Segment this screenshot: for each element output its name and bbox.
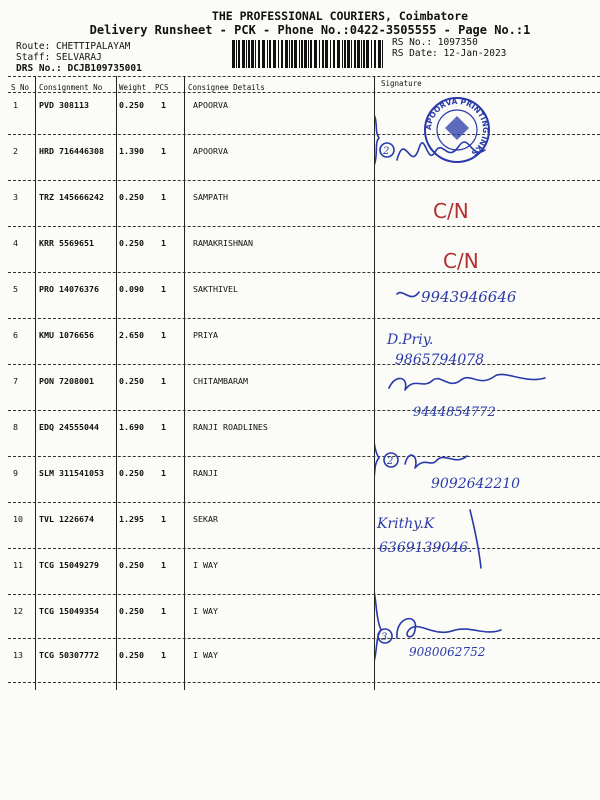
barcode-bar [330,40,331,68]
cell-consignee: I WAY [193,560,218,570]
signer-name-row10: Krithy.K [377,516,435,532]
barcode-bar [301,40,303,68]
barcode-bar [344,40,346,68]
cell-consignment: PVD 308113 [39,100,89,110]
cell-pcs: 1 [161,192,166,202]
cell-consignee: CHITAMBARAM [193,376,248,386]
cell-sno: 6 [13,330,18,340]
cell-consignee: SEKAR [193,514,218,524]
barcode-bar [255,40,256,68]
cell-weight: 1.295 [119,514,144,524]
cell-consignee: SAKTHIVEL [193,284,238,294]
cell-consignee: PRIYA [193,330,218,340]
cell-pcs: 1 [161,238,166,248]
staff-label: Staff: SELVARAJ [16,52,102,63]
barcode-bar [361,40,362,68]
phone-row9: 9092642210 [431,476,521,492]
cell-consignment: TCG 15049354 [39,606,99,616]
barcode-bar [374,40,376,68]
cell-weight: 0.250 [119,606,144,616]
barcode-bar [354,40,356,68]
barcode-bar [363,40,365,68]
cell-consignment: TVL 1226674 [39,514,94,524]
cell-weight: 0.250 [119,100,144,110]
circled-count-digit: 2 [387,456,394,467]
barcode-bar [242,40,245,68]
cell-sno: 9 [13,468,18,478]
cell-pcs: 1 [161,514,166,524]
cell-consignment: TRZ 145666242 [39,192,104,202]
cell-consignment: KRR 5569651 [39,238,94,248]
barcode-bar [310,40,312,68]
cell-consignee: APOORVA [193,100,228,110]
cell-weight: 0.090 [119,284,144,294]
cell-sno: 2 [13,146,18,156]
cell-consignee: RANJI ROADLINES [193,422,268,432]
barcode-bar [299,40,300,68]
barcode-bar [308,40,309,68]
phone-row10: 6369139046. [379,540,473,556]
cell-pcs: 1 [161,146,166,156]
cell-pcs: 1 [161,376,166,386]
company-title: THE PROFESSIONAL COURIERS, Coimbatore [211,9,469,23]
signature-scribble [389,374,545,390]
barcode-bar [294,40,297,68]
cell-weight: 0.250 [119,650,144,660]
cell-sno: 10 [13,514,23,524]
col-header-sno: S No [11,83,30,92]
cell-weight: 0.250 [119,238,144,248]
barcode-bar [347,40,350,68]
barcode-bar [319,40,320,68]
cell-pcs: 1 [161,284,166,294]
cell-sno: 8 [13,422,18,432]
barcode-bar [351,40,352,68]
cell-weight: 0.250 [119,468,144,478]
cell-consignee: RANJI [193,468,218,478]
cell-sno: 12 [13,606,23,616]
runsheet-subtitle: Delivery Runsheet - PCK - Phone No.:0422-3505555 - Page No.:1 [89,23,531,37]
barcode-bar [278,40,279,68]
circled-count-digit: 3 [381,632,388,643]
cell-sno: 5 [13,284,18,294]
brace-mark [375,110,379,174]
cell-pcs: 1 [161,330,166,340]
cell-weight: 0.250 [119,376,144,386]
barcode-bar [236,40,237,68]
cell-pcs: 1 [161,606,166,616]
brace-mark [375,420,379,498]
cell-weight: 1.390 [119,146,144,156]
barcode-bar [366,40,369,68]
barcode-bar [267,40,268,68]
col-header-signature: Signature [381,79,422,88]
barcode-bar [232,40,235,68]
col-header-consignee: Consignee Details [188,83,265,92]
cell-sno: 13 [13,650,23,660]
col-header-weight: Weight [119,83,147,92]
barcode-bar [238,40,240,68]
phone-row13: 9080062752 [409,645,486,659]
signature-scribble [397,619,501,638]
cell-sno: 1 [13,100,18,110]
note-cn-row4: C/N [443,249,479,273]
cell-weight: 0.250 [119,560,144,570]
cell-consignment: PON 7208001 [39,376,94,386]
cell-pcs: 1 [161,422,166,432]
table-top-rule [8,76,600,77]
phone-row6: 9865794078 [395,352,485,368]
cell-weight: 1.690 [119,422,144,432]
drs-number: DRS No.: DCJB109735001 [16,63,142,74]
cell-weight: 0.250 [119,192,144,202]
barcode-bar [289,40,290,68]
cell-consignment: KMU 1076656 [39,330,94,340]
barcode-bar [378,40,381,68]
signature-scribble [405,455,467,468]
barcode-bar [342,40,343,68]
barcode-bar [262,40,265,68]
stamp-text: APOORVA PRINTING INKS [423,96,491,158]
barcode-bar [304,40,307,68]
barcode-bar [285,40,288,68]
cell-consignment: EDQ 24555044 [39,422,99,432]
barcode-bar [325,40,328,68]
cell-consignment: HRD 716446308 [39,146,104,156]
cell-consignment: PRO 14076376 [39,284,99,294]
signature-scribble [470,510,481,568]
col-divider [35,76,36,690]
cell-consignee: I WAY [193,606,218,616]
barcode-bar [273,40,276,68]
cell-consignment: TCG 15049279 [39,560,99,570]
circled-count-digit: 2 [383,146,390,157]
signer-name-row6: D.Priy. [387,332,434,348]
cell-consignee: SAMPATH [193,192,228,202]
barcode-bar [333,40,335,68]
col-header-consignment: Consignment No [39,83,103,92]
barcode-bar [382,40,383,68]
cell-pcs: 1 [161,650,166,660]
cell-weight: 2.650 [119,330,144,340]
barcode-bar [371,40,372,68]
cell-consignment: SLM 311541053 [39,468,104,478]
signature-scribble [397,292,419,297]
barcode [232,40,386,68]
barcode-bar [337,40,340,68]
cell-consignee: I WAY [193,650,218,660]
cell-sno: 4 [13,238,18,248]
barcode-bar [291,40,293,68]
note-cn-row3: C/N [433,199,469,223]
rs-date: RS Date: 12-Jan-2023 [392,48,507,59]
phone-row5: 9943946646 [421,288,517,306]
cell-consignment: TCG 50307772 [39,650,99,660]
rs-number: RS No.: 1097350 [392,37,478,48]
cell-sno: 7 [13,376,18,386]
cell-consignee: RAMAKRISHNAN [193,238,253,248]
cell-sno: 3 [13,192,18,202]
barcode-bar [246,40,247,68]
cell-pcs: 1 [161,560,166,570]
route-label: Route: CHETTIPALAYAM [16,41,131,52]
brace-mark [375,576,381,680]
cell-pcs: 1 [161,100,166,110]
barcode-bar [251,40,254,68]
cell-sno: 11 [13,560,23,570]
col-divider [184,76,185,690]
phone-row7: 9444854772 [413,405,496,420]
barcode-bar [322,40,324,68]
barcode-bar [248,40,250,68]
barcode-bar [269,40,271,68]
barcode-bar [281,40,283,68]
barcode-bar [314,40,317,68]
barcode-bar [357,40,360,68]
cell-consignee: APOORVA [193,146,228,156]
col-header-pcs: PCS [155,83,169,92]
barcode-bar [258,40,260,68]
col-divider [116,76,117,690]
signature-area [375,90,600,690]
cell-pcs: 1 [161,468,166,478]
